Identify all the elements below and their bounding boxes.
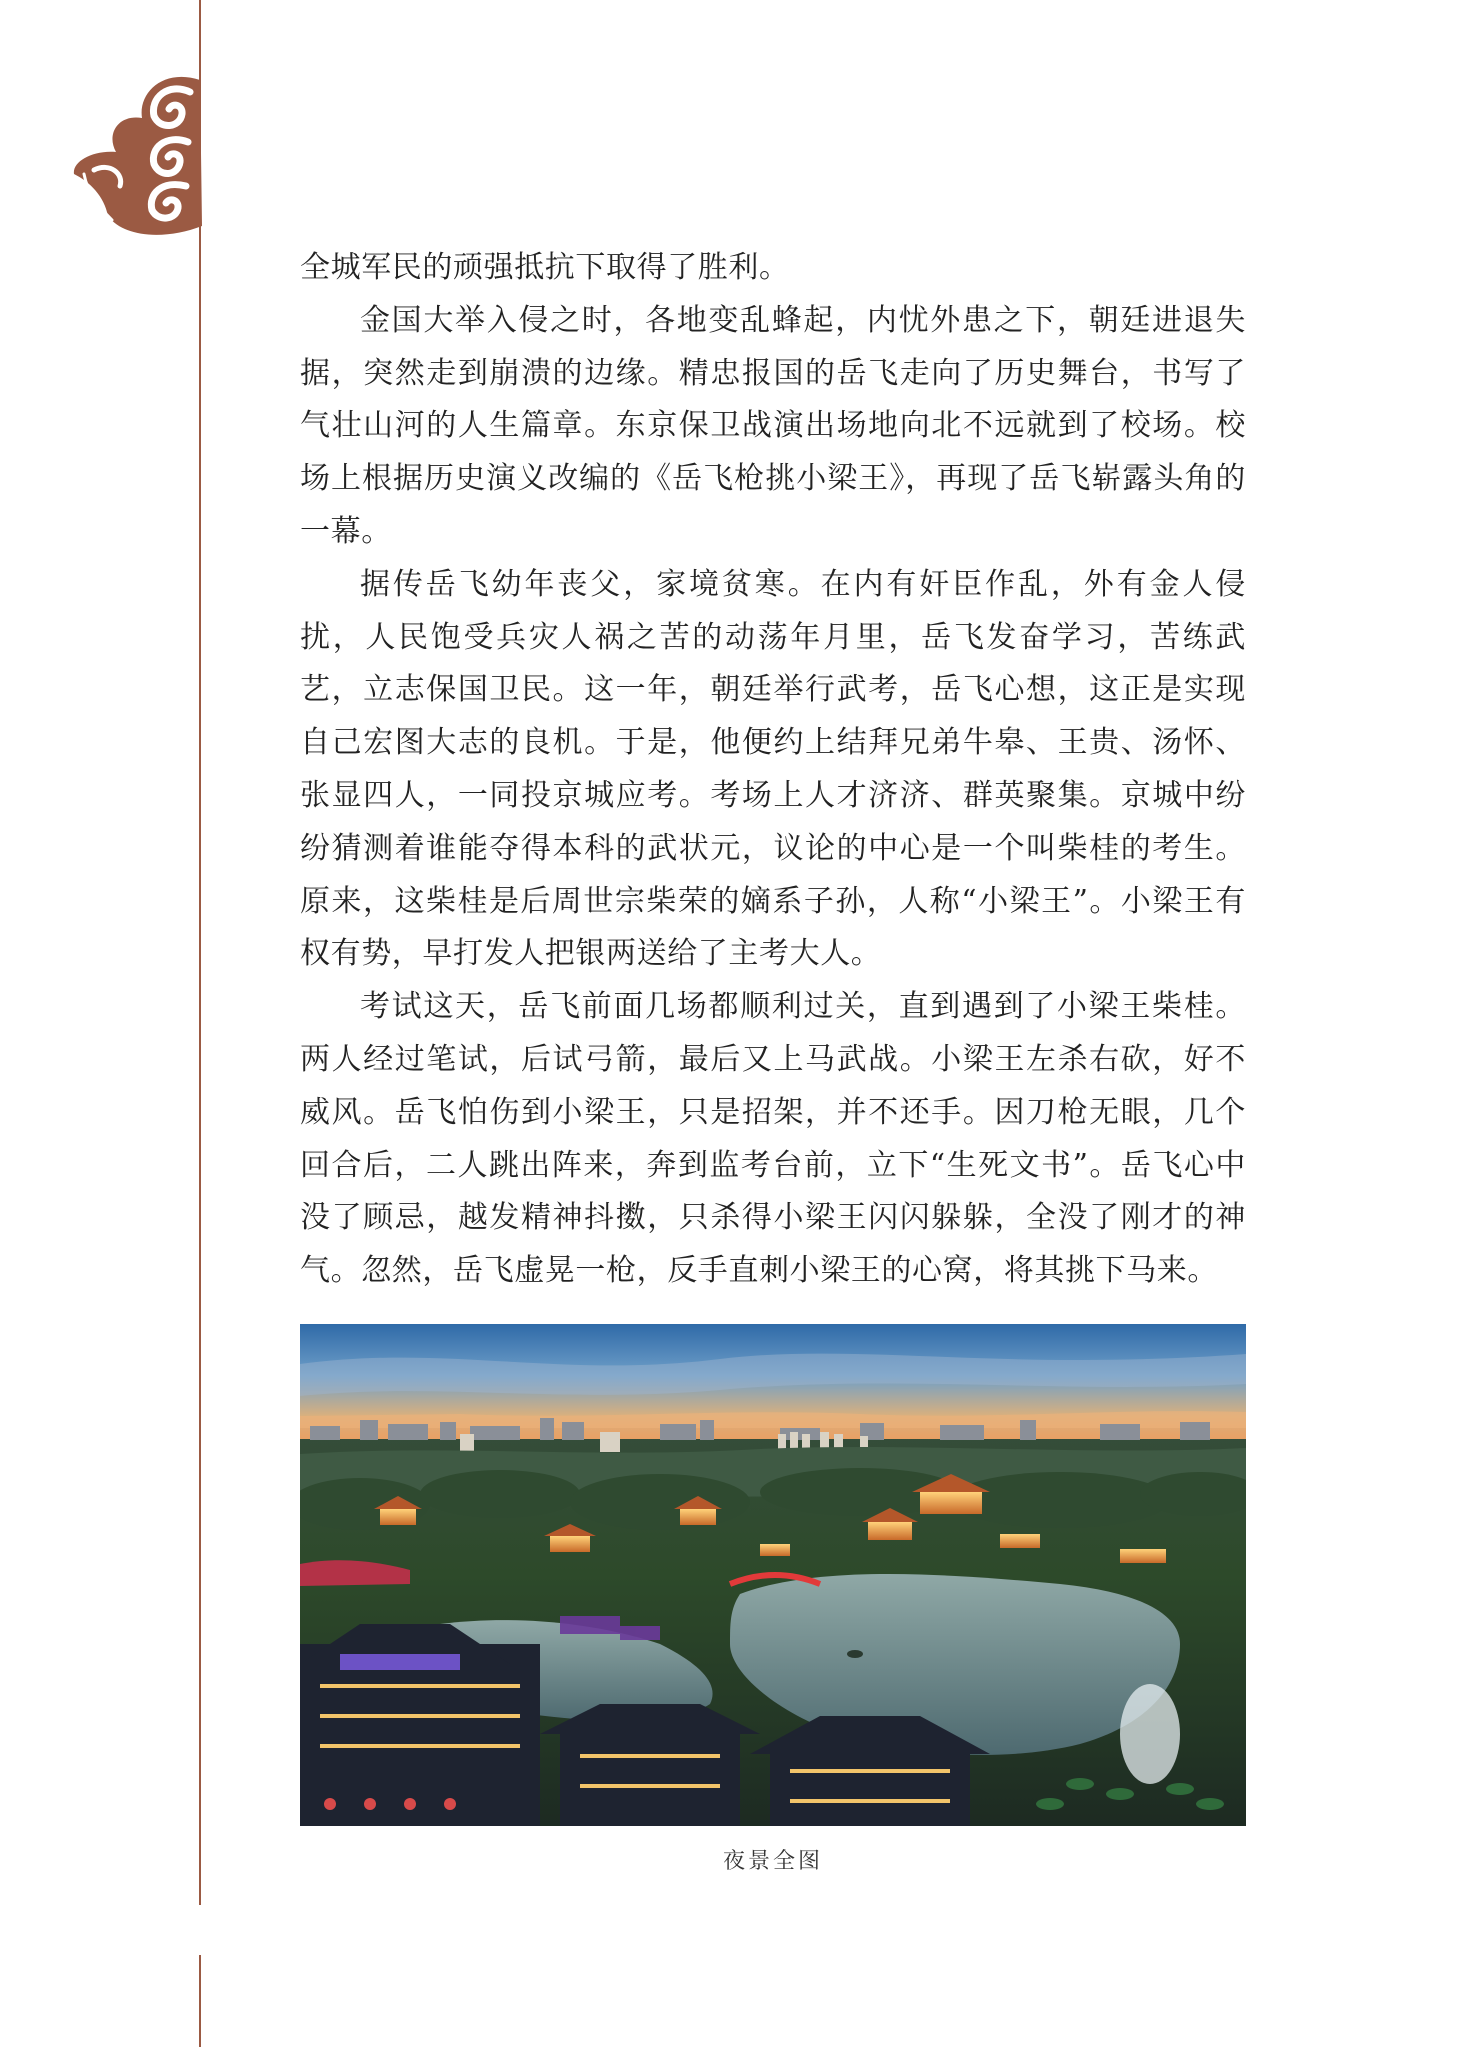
cloud-ornament-icon bbox=[72, 70, 206, 236]
figure-caption: 夜景全图 bbox=[722, 1849, 823, 1874]
margin-rule-bottom bbox=[199, 1955, 201, 2047]
paragraph-3: 据传岳飞幼年丧父，家境贫寒。在内有奸臣作乱，外有金人侵扰，人民饱受兵灾人祸之苦的动荡年月里，岳飞发奋学习，苦练武艺，立志保国卫民。这一年，朝廷举行武考，岳飞心想，这正是实现自己宏图大志的良机。于是，他便约上结拜兄弟牛皋、王贵、汤怀、张显四人，一同投京城应考。考场上人才济济、群英聚集。京城中纷纷猜测着谁能夺得本科的武状元，议论的中心是一个叫柴桂的考生。原来，这柴桂是后周世宗柴荣的嫡系子孙，人称“小梁王”。小梁王有权有势，早打发人把银两送给了主考大人。 bbox=[300, 566, 1246, 972]
paragraph-2: 金国大举入侵之时，各地变乱蜂起，内忧外患之下，朝廷进退失据，突然走到崩溃的边缘。精忠报国的岳飞走向了历史舞台，书写了气壮山河的人生篇章。东京保卫战演出场地向北不远就到了校场。校场上根据历史演义改编的《岳飞枪挑小梁王》，再现了岳飞崭露头角的一幕。 bbox=[300, 302, 1246, 549]
paragraph-1: 全城军民的顽强抵抗下取得了胜利。 bbox=[300, 250, 790, 285]
margin-rule bbox=[199, 0, 201, 1905]
paragraph-4: 考试这天，岳飞前面几场都顺利过关，直到遇到了小梁王柴桂。两人经过笔试，后试弓箭，最后又上马武战。小梁王左杀右砍，好不威风。岳飞怕伤到小梁王，只是招架，并不还手。因刀枪无眼，几个回合后，二人跳出阵来，奔到监考台前，立下“生死文书”。岳飞心中没了顾忌，越发精神抖擞，只杀得小梁王闪闪躲躲，全没了刚才的神气。忽然，岳飞虚晃一枪，反手直刺小梁王的心窝，将其挑下马来。 bbox=[300, 989, 1246, 1289]
night-view-photo bbox=[300, 1324, 1246, 1826]
body-text bbox=[300, 242, 1246, 1298]
